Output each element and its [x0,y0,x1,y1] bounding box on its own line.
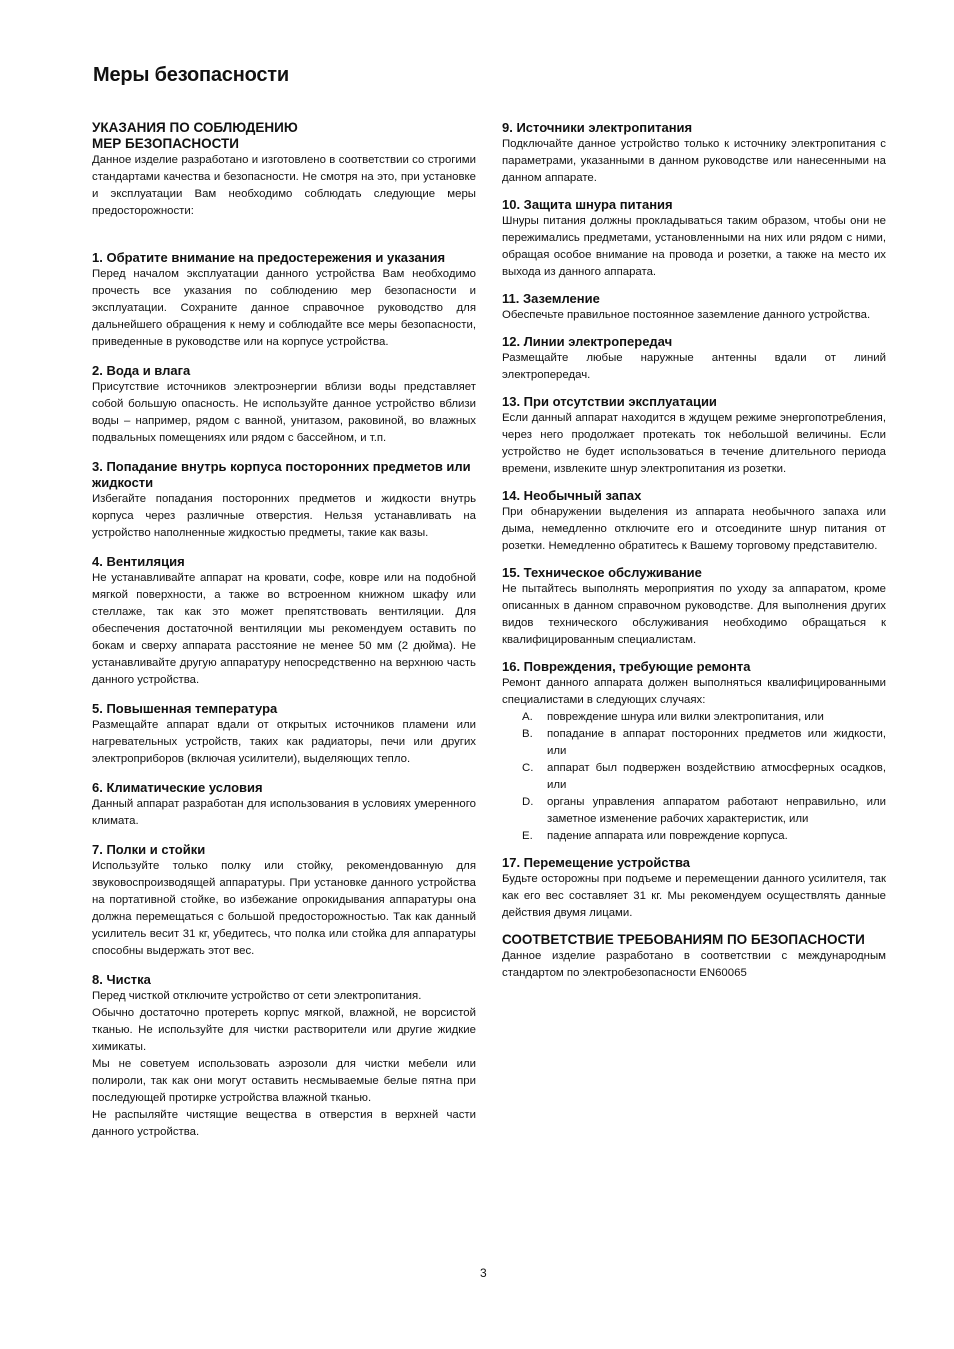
section-paragraph: Ремонт данного аппарата должен выполняться квалифицированными специалистами в следующих случаях: [502,677,886,706]
right-column [502,120,886,982]
section-paragraph: Присутствие источников электроэнергии вблизи воды представляет собой большую опасность. Не используйте данное устройство вблизи воды – например, рядом с ванной, унитазом, раковиной, во влажных подвальных помещениях или рядом с бассейном, и т.п. [92,381,476,444]
section [92,780,476,830]
section-paragraph: Обеспечьте правильное постоянное заземление данного устройства. [502,309,871,321]
section-heading: 3. Попадание внутрь корпуса посторонних предметов или жидкости [92,459,471,490]
section [502,120,886,187]
section-paragraph: Обычно достаточно протереть корпус мягкой, влажной, не ворсистой тканью. Не используйте для чистки растворители или другие жидкие химикаты. [92,1007,476,1053]
section [502,855,886,922]
section-heading: 9. Источники электропитания [502,120,693,135]
section [92,459,476,542]
section-paragraph: Подключайте данное устройство только к источнику электропитания с параметрами, указанными в данном руководстве или нанесенными на данном аппарате. [502,138,886,184]
section-paragraph: Данное изделие разработано и изготовлено в соответствии со строгими стандартами качества и безопасности. Не смотря на это, при установке и эксплуатации Вам необходимо соблюдать следующие меры предосторожности: [92,154,476,217]
list-item [502,760,886,794]
list-item [502,726,886,760]
section-heading: 17. Перемещение устройства [502,855,691,870]
list-item-text: органы управления аппаратом работают неправильно, или заметное изменение рабочих характеристик, или [547,796,886,825]
list-item-letter: B. [522,728,533,740]
section-paragraph: Не устанавливайте аппарат на кровати, софе, ковре или на подобной мягкой поверхности, а также во встроенном книжном шкафу или стеллаже, так как это может препятствовать вентиляции. Для обеспечения достаточной вентиляции мы рекомендуем оставить по бокам и сверху аппарата расстояние не менее 50 мм (2 дюйма). Не устанавливайте другую аппаратуру непосредственно на верхнюю часть данного устройства. [92,572,476,686]
section [502,565,886,649]
section-heading: 13. При отсутствии эксплуатации [502,394,717,409]
section-paragraph: Данное изделие разработано в соответствии с международным стандартом по электробезопасности EN60065 [502,950,886,979]
section-heading: 11. Заземление [502,291,600,306]
section [502,291,886,324]
section-paragraph: Не распыляйте чистящие вещества в отверстия в верхней части данного устройства. [92,1109,476,1138]
section-heading: 15. Техническое обслуживание [502,565,702,580]
section [92,554,476,689]
list-item-text: повреждение шнура или вилки электропитания, или [547,711,824,723]
section [502,197,886,281]
section-heading: 16. Повреждения, требующие ремонта [502,659,751,674]
section-heading: УКАЗАНИЯ ПО СОБЛЮДЕНИЮ МЕР БЕЗОПАСНОСТИ [92,120,298,151]
page-number: 3 [480,1266,487,1280]
section [92,842,476,960]
damage-cases-list [502,709,886,845]
list-item-letter: E. [522,830,533,842]
section-heading: 7. Полки и стойки [92,842,206,857]
list-item-text: попадание в аппарат посторонних предметов или жидкости, или [547,728,886,757]
section-paragraph: Данный аппарат разработан для использования в условиях умеренного климата. [92,798,476,827]
section-paragraph: Перед началом эксплуатации данного устройства Вам необходимо прочесть все указания по соблюдению мер безопасности и эксплуатации. Сохраните данное справочное руководство для дальнейшего обращения к нему и соблюдайте все меры безопасности, приведенные в руководстве или на корпусе устройства. [92,268,476,348]
list-item [502,828,886,845]
section [502,932,886,982]
section-paragraph: Будьте осторожны при подъеме и перемещении данного усилителя, так как его вес составляет 31 кг. Мы рекомендуем осуществлять данные действия двумя лицами. [502,873,886,919]
section [502,659,886,845]
section-paragraph: Если данный аппарат находится в ждущем режиме энергопотребления, через него продолжает протекать ток небольшой величины. Если устройство не будет использоваться в течение длительного периода времени, извлеките шнур электропитания из розетки. [502,412,886,475]
list-item-letter: A. [522,711,533,723]
section-heading: СООТВЕТСТВИЕ ТРЕБОВАНИЯМ ПО БЕЗОПАСНОСТИ [502,932,865,947]
list-item-text: падение аппарата или повреждение корпуса. [547,830,788,842]
list-item [502,709,886,726]
page-title: Меры безопасности [93,64,289,86]
section-paragraph: Не пытайтесь выполнять мероприятия по уходу за аппаратом, кроме описанных в данном справочном руководстве. Для выполнения других видов технического обслуживания необходимо обращаться к квалифицированным специалистам. [502,583,886,646]
section-heading: 1. Обратите внимание на предостережения и указания [92,250,446,265]
section-heading: 4. Вентиляция [92,554,185,569]
section-paragraph: При обнаружении выделения из аппарата необычного запаха или дыма, немедленно отключите его и отсоедините шнур питания от розетки. Немедленно обратитесь к Вашему торговому представителю. [502,506,886,552]
section-paragraph: Размещайте любые наружные антенны вдали от линий электропередач. [502,352,886,381]
section-heading: 14. Необычный запах [502,488,642,503]
section [502,334,886,384]
section [92,250,476,351]
section [92,120,476,220]
left-column [92,120,476,1141]
section [502,488,886,555]
section [92,701,476,768]
section-paragraph: Шнуры питания должны прокладываться таким образом, чтобы они не пережимались предметами, установленными на них или рядом с ними, обращая особое внимание на провода и розетки, а также на место их выхода из данного аппарата. [502,215,886,278]
section-paragraph: Избегайте попадания посторонних предметов и жидкости внутрь корпуса через различные отверстия. Нельзя устанавливать на устройство наполненные жидкостью предметы, такие как вазы. [92,493,476,539]
section [92,363,476,447]
list-item [502,794,886,828]
section-paragraph: Используйте только полку или стойку, рекомендованную для звуковоспроизводящей аппаратуры. При установке данного устройства на портативной стойке, во избежание опрокидывания аппаратуры она должна перемещаться с большой предосторожностью. Так как данный усилитель весит 31 кг, убедитесь, что полка или стойка для аппаратуры способны выдержать этот вес. [92,860,476,957]
list-item-letter: D. [522,796,534,808]
list-item-text: аппарат был подвержен воздействию атмосферных осадков, или [547,762,886,791]
section-heading: 2. Вода и влага [92,363,191,378]
section-heading: 10. Защита шнура питания [502,197,673,212]
section [92,972,476,1141]
section-heading: 8. Чистка [92,972,151,987]
list-item-letter: C. [522,762,534,774]
section-heading: 5. Повышенная температура [92,701,278,716]
section-heading: 6. Климатические условия [92,780,263,795]
section-heading: 12. Линии электропередач [502,334,673,349]
section-paragraph: Мы не советуем использовать аэрозоли для чистки мебели или полироли, так как они могут оставить несмываемые белые пятна при последующей протирке устройства влажной тканью. [92,1058,476,1104]
section [502,394,886,478]
section-paragraph: Перед чисткой отключите устройство от сети электропитания. [92,990,422,1002]
section-paragraph: Размещайте аппарат вдали от открытых источников пламени или нагревательных устройств, таких как радиаторы, печи или других электроприборов (включая усилители), выделяющих тепло. [92,719,476,765]
